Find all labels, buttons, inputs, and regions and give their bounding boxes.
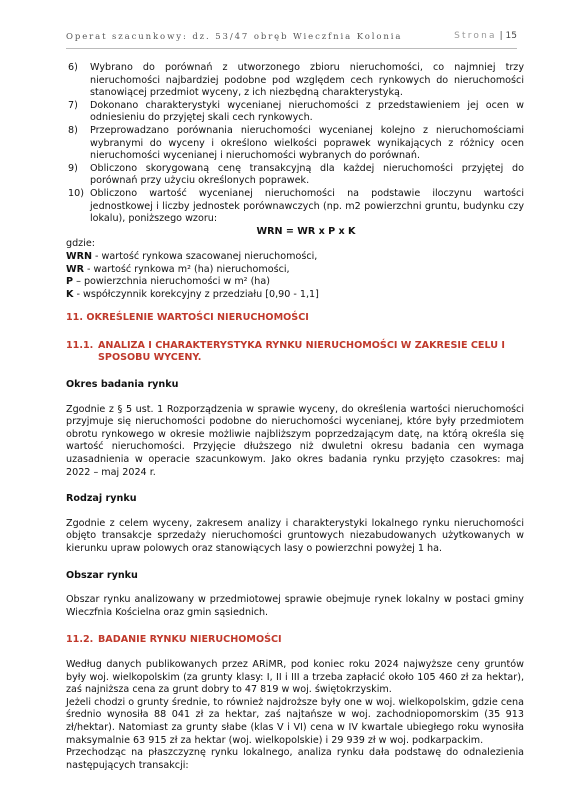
list-item-text: Wybrano do porównań z utworzonego zbioru nieruchomości, co najmniej trzy nieruchomości najbardziej podobne pod względem cech rynkowych do nieruchomości stanowiącej przedmiot wyceny, z ich niezbędną charakterystyką. <box>90 62 524 99</box>
list-item-text: Obliczono wartość wycenianej nieruchomości na podstawie iloczynu wartości jednostkowej i liczby jednostek porównawczych (np. m2 powierzchni gruntu, budynku czy lokalu), poniższego wzoru: <box>90 187 524 225</box>
legend-item <box>66 251 524 264</box>
list-item-number: 7) <box>68 99 78 111</box>
legend-symbol: P <box>66 276 74 288</box>
badanie-paragraph: Jeżeli chodzi o grunty średnie, to również najdroższe były one w woj. wielkopolskim, gdzie cena średnio wynosiła 88 041 zł za hektar, zaś najtańsze w woj. zachodniopomorskim (35 913 zł/hektar). Natomiast za grunty słabe (klas V i VI) cena w IV kwartale ubiegłego roku wynosiła maksymalnie 63 915 zł za hektar (woj. wielkopolskie) i 29 939 zł w woj. podkarpackim. <box>66 696 524 746</box>
section-heading-11-2 <box>66 634 524 647</box>
list-item <box>66 163 524 188</box>
list-item <box>66 188 524 226</box>
rodzaj-paragraph: Zgodnie z celem wyceny, zakresem analizy i charakterystyki lokalnego rynku nieruchomości objęto transakcje sprzedaży nieruchomości gruntowych niezabudowanych użytkowanych w kierunku upraw polowych oraz stanowiących lasy o powierzchni powyżej 1 ha. <box>66 517 524 554</box>
list-item <box>66 100 524 125</box>
okres-heading: Okres badania rynku <box>66 379 179 391</box>
legend-intro: gdzie: <box>66 238 96 250</box>
list-item <box>66 125 524 163</box>
list-item-text: Przeprowadzano porównania nieruchomości wycenianej kolejno z nieruchomościami wybranymi do wyceny i określono wielkości poprawek wynikających z różnicy ocen nieruchomości wycenianej i nieruchomości wybranych do porównań. <box>90 124 524 162</box>
section-number: 11.2. <box>66 634 94 646</box>
page-indicator <box>454 31 517 41</box>
legend-symbol: K <box>66 288 74 300</box>
legend-description: – powierzchnia nieruchomości w m² (ha) <box>73 276 271 288</box>
procedure-list <box>66 62 524 226</box>
list-item-text: Dokonano charakterystyki wycenianej nieruchomości z przedstawieniem jej ocen w odniesieniu do przyjętej skali cech rynkowych. <box>90 99 524 124</box>
rodzaj-heading: Rodzaj rynku <box>66 493 137 505</box>
legend-item <box>66 264 524 277</box>
legend-description: - wartość rynkowa szacowanej nieruchomości, <box>92 250 318 262</box>
okres-paragraph: Zgodnie z § 5 ust. 1 Rozporządzenia w sprawie wyceny, do określenia wartości nieruchomości przyjmuje się nieruchomości podobne do nieruchomości wycenianej, które były przedmiotem obrotu rynkowego w okresie możliwie najbliższym poprzedzającym datę, na którą określa się wartość nieruchomości. Przyjęcie dłuższego niż dwuletni okresu badania cen wymaga uzasadnienia w operacie szacunkowym. Jako okres badania rynku przyjęto czasokres: maj 2022 – maj 2024 r. <box>66 403 524 478</box>
obszar-heading: Obszar rynku <box>66 569 138 581</box>
page-separator: | <box>499 31 503 41</box>
legend-item <box>66 276 524 289</box>
document-title: Operat szacunkowy: dz. 53/47 obręb Wieczfnia Kolonia <box>66 32 403 42</box>
legend-description: - współczynnik korekcyjny z przedziału [0,90 - 1,1] <box>73 288 319 300</box>
page-label: Strona <box>454 31 497 41</box>
section-heading-11: 11. OKREŚLENIE WARTOŚCI NIERUCHOMOŚCI <box>66 312 309 324</box>
list-item-text: Obliczono skorygowaną cenę transakcyjną dla każdej nieruchomości przyjętej do porównań przy użyciu określonych poprawek. <box>90 162 524 187</box>
list-item-number: 8) <box>68 124 78 136</box>
page-number: 15 <box>505 31 517 41</box>
list-item-number: 6) <box>68 62 78 73</box>
section-number: 11.1. <box>66 339 94 351</box>
formula-legend <box>66 238 524 301</box>
badanie-paragraph: Według danych publikowanych przez ARiMR, pod koniec roku 2024 najwyższe ceny gruntów były woj. wielkopolskim (za grunty klasy: I, II i III a trzeba zapłacić około 105 460 zł za hektar), zaś najniższa cena za grunt dobry to 47 819 w woj. świętokrzyskim. <box>66 658 524 696</box>
section-heading-11-1 <box>66 340 524 365</box>
valuation-formula: WRN = WR x P x K <box>256 225 356 237</box>
legend-item <box>66 289 524 302</box>
legend-symbol: WRN <box>66 250 92 262</box>
badanie-paragraph: Przechodząc na płaszczyznę rynku lokalnego, analiza rynku dała podstawę do odnalezienia następujących transakcji: <box>66 747 524 771</box>
section-title: BADANIE RYNKU NIERUCHOMOŚCI <box>98 634 282 646</box>
list-item <box>66 62 524 100</box>
obszar-paragraph: Obszar rynku analizowany w przedmiotowej sprawie obejmuje rynek lokalny w postaci gminy Wieczfnia Kościelna oraz gmin sąsiednich. <box>66 594 524 618</box>
section-title: ANALIZA I CHARAKTERYSTYKA RYNKU NIERUCHOMOŚCI W ZAKRESIE CELU I SPOSOBU WYCENY. <box>98 339 505 364</box>
legend-description: - wartość rynkowa m² (ha) nieruchomości, <box>83 263 290 275</box>
legend-symbol: WR <box>66 263 84 275</box>
list-item-number: 9) <box>68 162 78 174</box>
page-header <box>66 30 517 49</box>
list-item-number: 10) <box>68 187 84 199</box>
page-content <box>66 62 524 772</box>
